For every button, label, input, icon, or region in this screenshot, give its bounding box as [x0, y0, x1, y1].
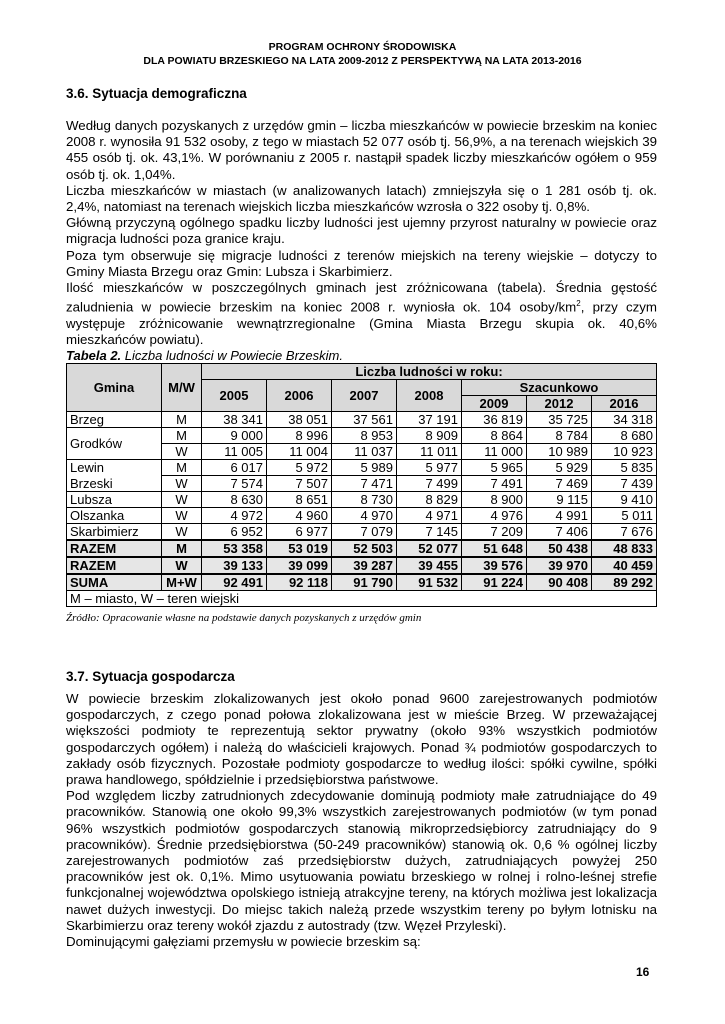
cell-value: 8 900: [462, 492, 527, 508]
cell-value: 5 972: [267, 460, 332, 476]
paragraph: Dominującymi gałęziami przemysłu w powiecie brzeskim są:: [66, 934, 421, 950]
cell-value: 6 952: [202, 524, 267, 541]
cell-value: 7 507: [267, 476, 332, 492]
section-heading-demography: 3.6. Sytuacja demograficzna: [66, 86, 247, 101]
cell-value: 34 318: [592, 412, 657, 428]
cell-value: 7 439: [592, 476, 657, 492]
table-row: [67, 476, 657, 492]
cell-value: 8 953: [332, 428, 397, 444]
cell-value: 4 976: [462, 508, 527, 524]
cell-value: 4 960: [267, 508, 332, 524]
table-row: [67, 524, 657, 541]
population-table: [66, 363, 657, 607]
cell-gmina: Skarbimierz: [67, 524, 162, 541]
cell-value: 7 469: [527, 476, 592, 492]
cell-value: 4 972: [202, 508, 267, 524]
cell-value: 9 410: [592, 492, 657, 508]
cell-value: 36 819: [462, 412, 527, 428]
cell-value: 11 004: [267, 444, 332, 460]
cell-value: 92 491: [202, 574, 267, 591]
table-row: [67, 428, 657, 444]
cell-mw: W: [162, 524, 202, 541]
page-header: [0, 40, 725, 68]
cell-gmina: Grodków: [67, 428, 162, 460]
col-header-year: 2006: [267, 380, 332, 412]
cell-value: 11 000: [462, 444, 527, 460]
cell-value: 52 503: [332, 540, 397, 557]
section-demography-body: [66, 118, 657, 348]
cell-value: 8 651: [267, 492, 332, 508]
col-header-group: Liczba ludności w roku:: [202, 364, 657, 380]
cell-value: 11 005: [202, 444, 267, 460]
table-source: Źródło: Opracowanie własne na podstawie danych pozyskanych z urzędów gmin: [66, 612, 422, 624]
col-header-estimate: Szacunkowo: [462, 380, 657, 396]
paragraph: Poza tym obserwuje się migracje ludności z terenów miejskich na tereny wiejskie – dotyczy to Gminy Miasta Brzegu oraz Gmin: Lubsza i Skarbimierz.: [66, 247, 657, 279]
cell-value: 39 576: [462, 557, 527, 574]
cell-value: 6 017: [202, 460, 267, 476]
cell-value: 9 115: [527, 492, 592, 508]
cell-value: 91 790: [332, 574, 397, 591]
header-line-2: DLA POWIATU BRZESKIEGO NA LATA 2009-2012 Z PERSPEKTYWĄ NA LATA 2013-2016: [143, 55, 582, 67]
cell-value: 11 011: [397, 444, 462, 460]
cell-mw: M: [162, 428, 202, 444]
table-row: [67, 412, 657, 428]
cell-value: 53 358: [202, 540, 267, 557]
cell-gmina: RAZEM: [67, 540, 162, 557]
cell-mw: W: [162, 492, 202, 508]
total-row: [67, 557, 657, 574]
cell-value: 7 471: [332, 476, 397, 492]
col-header-year: 2005: [202, 380, 267, 412]
cell-value: 5 965: [462, 460, 527, 476]
cell-value: 7 499: [397, 476, 462, 492]
cell-value: 8 730: [332, 492, 397, 508]
cell-mw: W: [162, 476, 202, 492]
paragraph: Według danych pozyskanych z urzędów gmin – liczba mieszkańców w powiecie brzeskim na koniec 2008 r. wynosiła 91 532 osoby, z tego w miastach 52 077 osób tj. 56,9%, a na terenach wiejskich 39 455 osób tj. ok. 43,1%. W porównaniu z 2005 r. nastąpił spadek liczby mieszkańców ogółem o 959 osób tj. ok. 1,04%.: [66, 118, 657, 182]
cell-value: 11 037: [332, 444, 397, 460]
cell-value: 92 118: [267, 574, 332, 591]
cell-value: 10 923: [592, 444, 657, 460]
density-text: Ilość mieszkańców w poszczególnych gminach jest zróżnicowana (tabela). Średnia gęstość zaludnienia w powiecie brzeskim na koniec 2008 r. wyniosła ok. 104 osoby/km: [66, 280, 657, 315]
cell-mw: M: [162, 412, 202, 428]
cell-value: 7 676: [592, 524, 657, 541]
cell-mw: W: [162, 444, 202, 460]
cell-value: 48 833: [592, 540, 657, 557]
cell-value: 39 455: [397, 557, 462, 574]
table-caption: [66, 348, 343, 363]
cell-value: 89 292: [592, 574, 657, 591]
col-header-year: 2016: [592, 396, 657, 412]
paragraph: Pod względem liczby zatrudnionych zdecydowanie dominują podmioty małe zatrudniające do 49 pracowników. Stanowią one około 99,3% wszystkich zarejestrowanych podmiotów (w tym ponad 96% wszystkich podmiotów gospodarczych stanowią mikroprzedsiębiorcy zatrudniający do 9 pracowników). Średnie przedsiębiorstwa (50-249 pracowników) stanowią ok. 0,6 % ogólnej liczby zarejestrowanych podmiotów zaś przedsiębiorstw dużych, zatrudniających powyżej 250 pracowników jest ok. 0,1%. Mimo usytuowania powiatu brzeskiego w rolnej i rolno-leśnej strefie funkcjonalnej województwa opolskiego istnieją atrakcyjne tereny, na których możliwa jest lokalizacja nawet dużych inwestycji. Do miejsc takich należą przede wszystkim tereny po byłym lotnisku na Skarbimierzu oraz tereny wokół zjazdu z autostrady (tzw. Węzeł Przyleski).: [66, 788, 657, 933]
cell-value: 5 011: [592, 508, 657, 524]
cell-value: 10 989: [527, 444, 592, 460]
col-header-mw: M/W: [162, 364, 202, 412]
cell-value: 53 019: [267, 540, 332, 557]
paragraph: Główną przyczyną ogólnego spadku liczby ludności jest ujemny przyrost naturalny w powiecie oraz migracja ludności poza granice kraju.: [66, 215, 657, 247]
caption-label: Tabela 2.: [66, 348, 122, 363]
cell-value: 39 970: [527, 557, 592, 574]
density-text-end: , przy czym występuje zróżnicowanie wewnątrzregionalne (Gmina Miasta Brzegu skupia ok. 40,6% mieszkańców powiatu).: [66, 299, 657, 348]
cell-value: 40 459: [592, 557, 657, 574]
cell-gmina: Olszanka: [67, 508, 162, 524]
col-header-year: 2008: [397, 380, 462, 412]
cell-gmina: Brzeg: [67, 412, 162, 428]
cell-value: 4 991: [527, 508, 592, 524]
col-header-gmina: Gmina: [67, 364, 162, 412]
total-row: [67, 574, 657, 591]
cell-value: 7 406: [527, 524, 592, 541]
table-row: [67, 508, 657, 524]
cell-value: 35 725: [527, 412, 592, 428]
cell-value: 37 561: [332, 412, 397, 428]
superscript: 2: [576, 299, 581, 309]
section-economy-body: [66, 691, 657, 950]
cell-value: 5 929: [527, 460, 592, 476]
col-header-year: 2012: [527, 396, 592, 412]
cell-value: 8 864: [462, 428, 527, 444]
cell-value: 91 532: [397, 574, 462, 591]
page-number: 16: [636, 965, 650, 979]
cell-value: 39 287: [332, 557, 397, 574]
cell-value: 38 051: [267, 412, 332, 428]
cell-gmina: Lubsza: [67, 492, 162, 508]
cell-value: 90 408: [527, 574, 592, 591]
paragraph: Liczba mieszkańców w miastach (w analizowanych latach) zmniejszyła się o 1 281 osób tj. ok. 2,4%, natomiast na terenach wiejskich liczba mieszkańców wzrosła o 322 osoby tj. 0,8%.: [66, 182, 657, 215]
table-row: [67, 460, 657, 476]
total-row: [67, 540, 657, 557]
cell-value: 50 438: [527, 540, 592, 557]
cell-value: 51 648: [462, 540, 527, 557]
table-row: [67, 492, 657, 508]
paragraph: W powiecie brzeskim zlokalizowanych jest około ponad 9600 zarejestrowanych podmiotów gospodarczych, z czego ponad połowa zlokalizowana jest w mieście Brzeg. W przeważającej większości podmioty te reprezentują sektor prywatny (około 93% wszystkich podmiotów gospodarczych ogółem) i należą do właścicieli krajowych. Ponad ¾ podmiotów gospodarczych to zakłady osób fizycznych. Pozostałe podmioty gospodarcze to według ilości: spółki cywilne, spółki prawa handlowego, spółdzielnie i przedsiębiorstwa państwowe.: [66, 691, 657, 788]
cell-value: 37 191: [397, 412, 462, 428]
col-header-year: 2009: [462, 396, 527, 412]
cell-value: 4 971: [397, 508, 462, 524]
cell-value: 7 491: [462, 476, 527, 492]
cell-value: 4 970: [332, 508, 397, 524]
col-header-year: 2007: [332, 380, 397, 412]
cell-mw: M: [162, 540, 202, 557]
cell-value: 7 079: [332, 524, 397, 541]
cell-value: 5 835: [592, 460, 657, 476]
cell-value: 8 996: [267, 428, 332, 444]
cell-value: 5 989: [332, 460, 397, 476]
cell-value: 8 630: [202, 492, 267, 508]
cell-value: 8 680: [592, 428, 657, 444]
cell-value: 7 145: [397, 524, 462, 541]
header-line-1: PROGRAM OCHRONY ŚRODOWISKA: [268, 41, 457, 53]
cell-value: 8 784: [527, 428, 592, 444]
cell-value: 52 077: [397, 540, 462, 557]
cell-value: 5 977: [397, 460, 462, 476]
cell-value: 8 829: [397, 492, 462, 508]
cell-value: 91 224: [462, 574, 527, 591]
cell-mw: M: [162, 460, 202, 476]
caption-text: Liczba ludności w Powiecie Brzeskim.: [121, 348, 343, 363]
cell-value: 7 574: [202, 476, 267, 492]
table-legend: M – miasto, W – teren wiejski: [67, 591, 657, 607]
cell-value: 8 909: [397, 428, 462, 444]
cell-gmina: SUMA: [67, 574, 162, 591]
cell-mw: M+W: [162, 574, 202, 591]
cell-gmina: Lewin: [67, 460, 162, 476]
paragraph-density: [66, 280, 657, 348]
cell-value: 38 341: [202, 412, 267, 428]
cell-value: 39 099: [267, 557, 332, 574]
cell-gmina: RAZEM: [67, 557, 162, 574]
cell-value: 7 209: [462, 524, 527, 541]
cell-mw: W: [162, 508, 202, 524]
cell-value: 9 000: [202, 428, 267, 444]
legend-row: [67, 591, 657, 607]
cell-gmina: Brzeski: [67, 476, 162, 492]
cell-mw: W: [162, 557, 202, 574]
cell-value: 39 133: [202, 557, 267, 574]
cell-value: 6 977: [267, 524, 332, 541]
section-heading-economy: 3.7. Sytuacja gospodarcza: [66, 669, 235, 684]
